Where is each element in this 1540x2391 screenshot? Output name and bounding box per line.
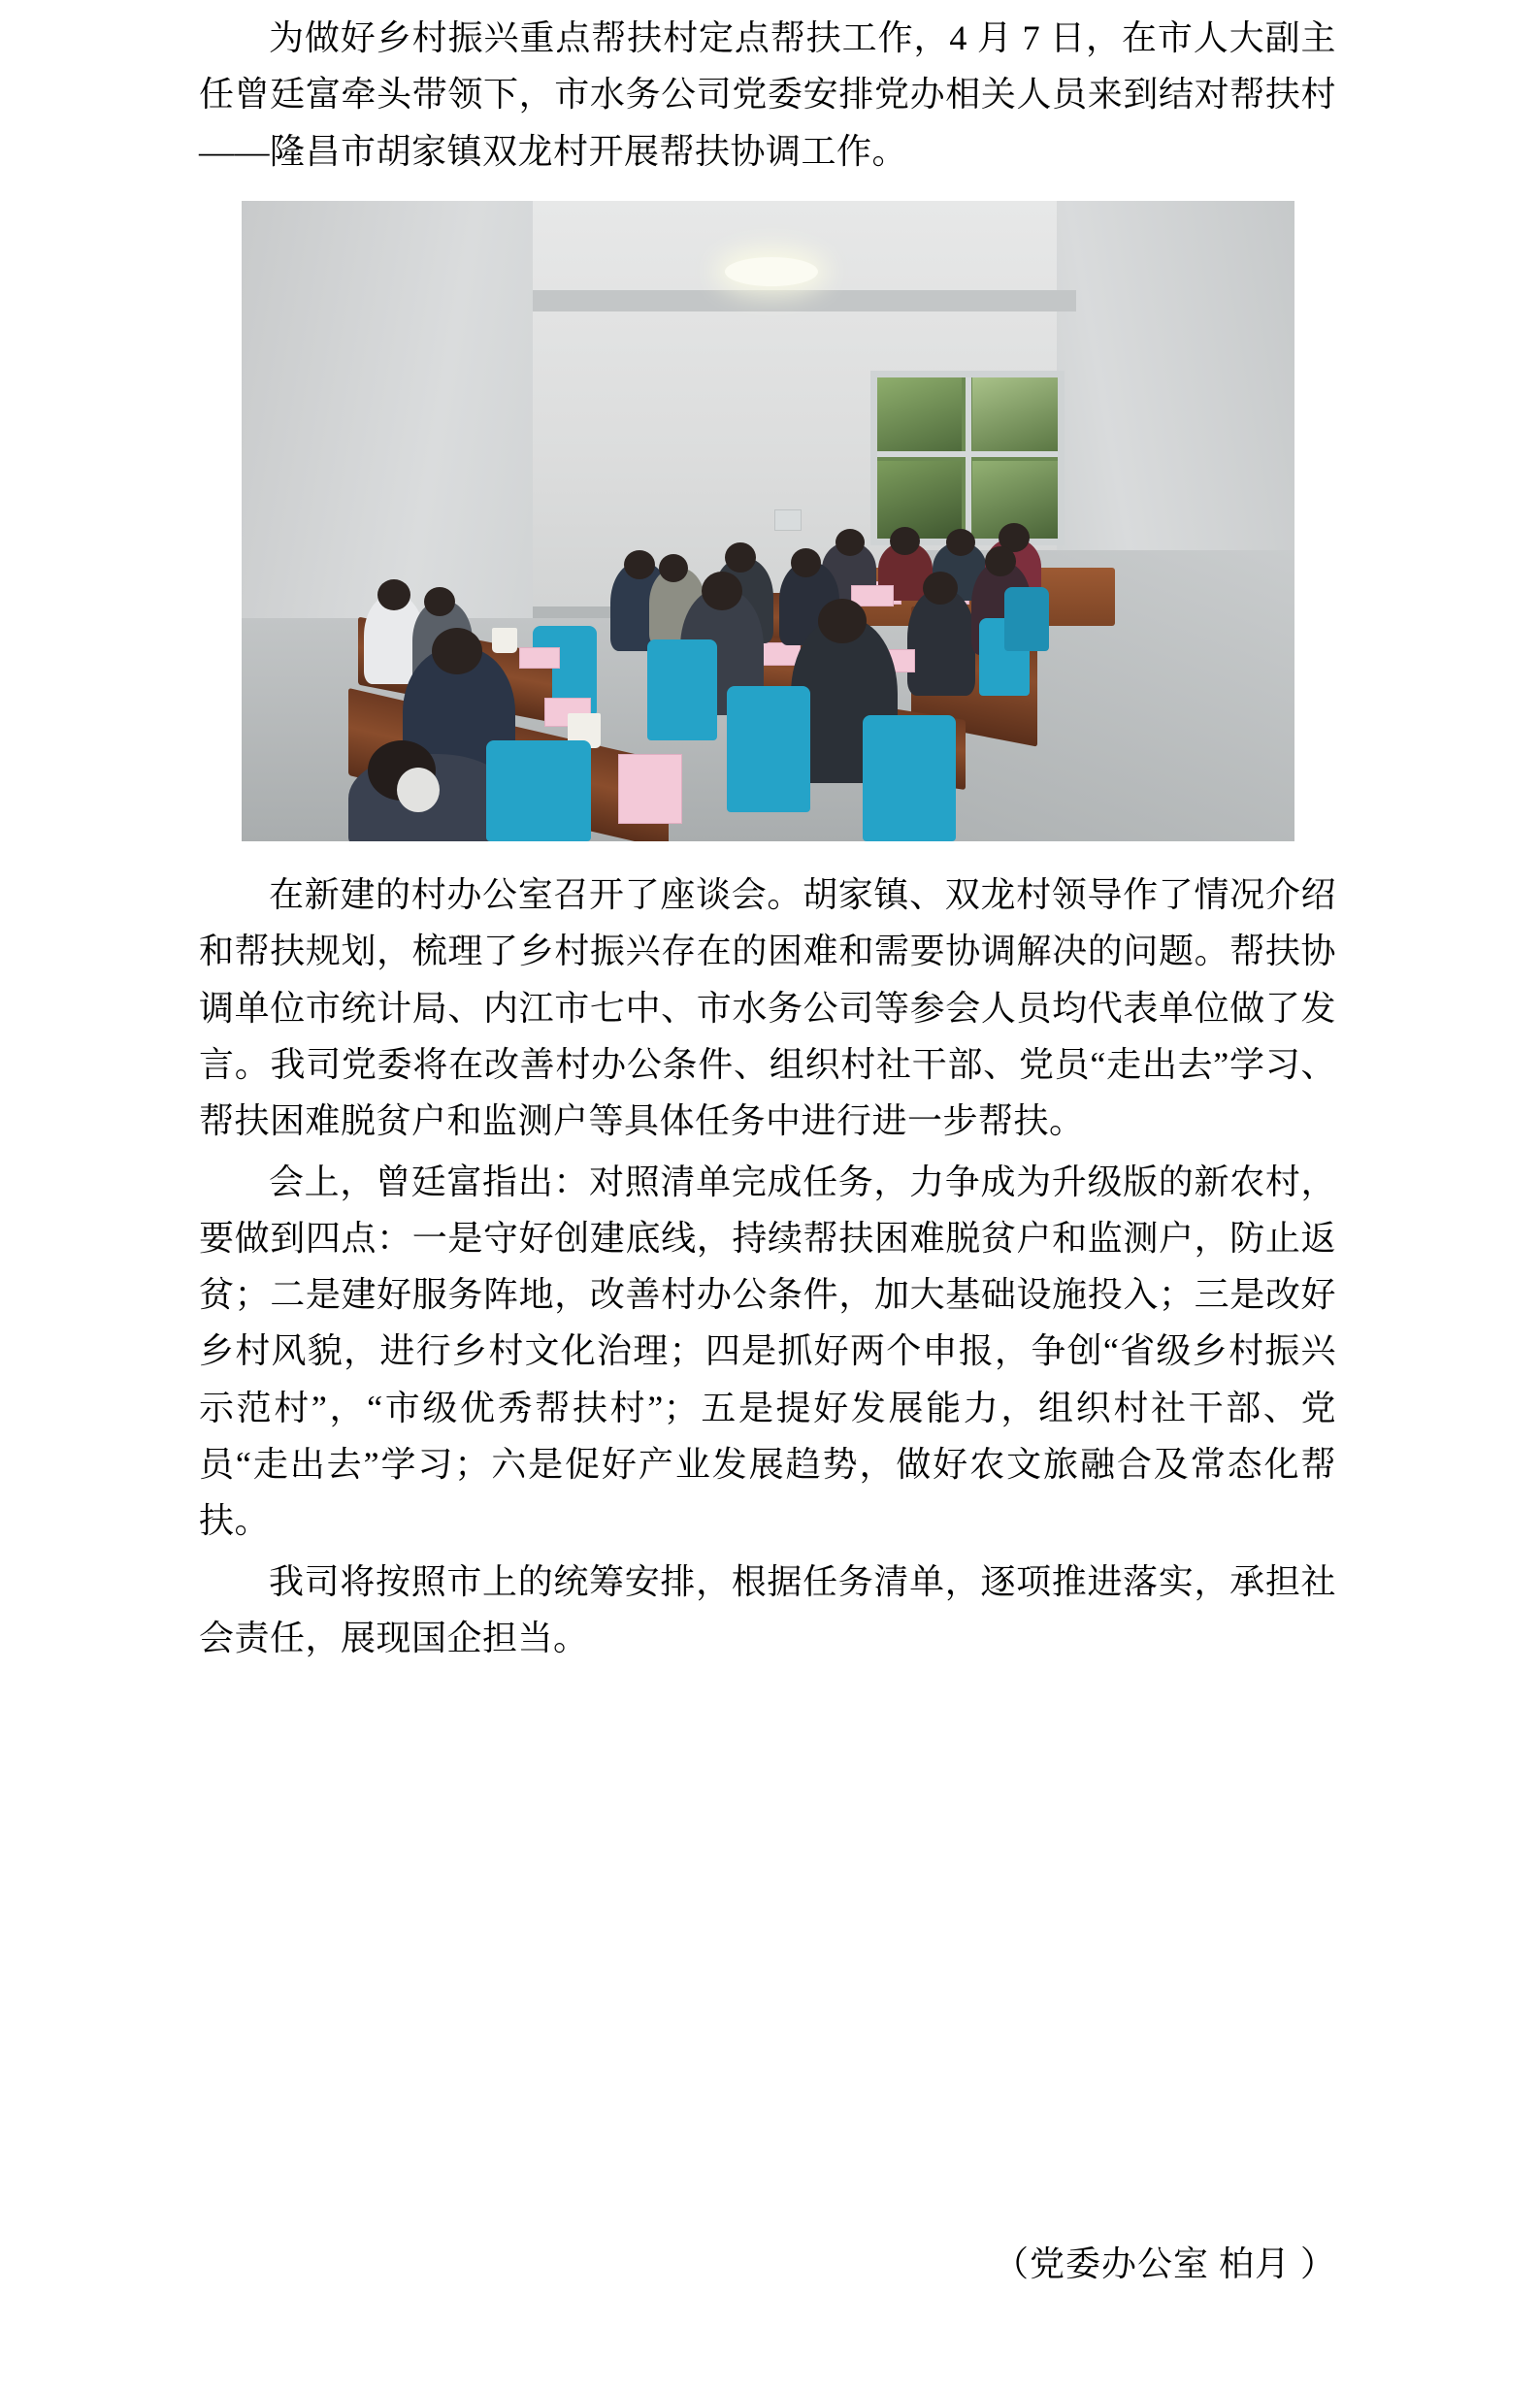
photo-person-head (818, 599, 867, 643)
photo-person-head (985, 546, 1016, 576)
photo-person-head (624, 550, 655, 579)
photo-person (907, 589, 975, 696)
paragraph-3: 会上，曾廷富指出：对照清单完成任务，力争成为升级版的新农村，要做到四点：一是守好创建底线，持续帮扶困难脱贫户和监测户，防止返贫；二是建好服务阵地，改善村办公条件，加大基础设施投入；三是改好乡村风貌，进行乡村文化治理；四是抓好两个申报，争创“省级乡村振兴示范村”，“市级优秀帮扶村”；五是提好发展能力，组织村社干部、党员“走出去”学习；六是促好产业发展趋势，做好农文旅融合及常态化帮扶。 (199, 1162, 1336, 1541)
photo-ceiling-beam (533, 290, 1076, 311)
photo-person-head (890, 527, 920, 555)
paragraph-2: 在新建的村办公室召开了座谈会。胡家镇、双龙村领导作了情况介绍和帮扶规划，梳理了乡村振兴存在的困难和需要协调解决的问题。帮扶协调单位市统计局、内江市七中、市水务公司等参会人员均代表单位做了发言。我司党委将在改善村办公条件、组织村社干部、党员“走出去”学习、帮扶困难脱贫户和监测户等具体任务中进行进一步帮扶。 (199, 874, 1336, 1141)
photo-cup (492, 628, 517, 653)
photo-window (870, 371, 1065, 545)
photo-person-head (946, 529, 975, 556)
photo-person-head (377, 579, 410, 610)
photo-person-head (836, 529, 865, 556)
photo-person-head (702, 572, 742, 610)
photo-person-head (725, 542, 756, 573)
photo-person-mask (397, 768, 440, 812)
photo-chair (486, 740, 591, 841)
photo-chair (647, 639, 717, 740)
signature-line: （党委办公室 柏月 ） (993, 2244, 1336, 2283)
photo-person-head (791, 548, 821, 577)
photo-chair (727, 686, 810, 812)
paragraph-4: 我司将按照市上的统筹安排，根据任务清单，逐项推进落实，承担社会责任，展现国企担当。 (199, 1561, 1336, 1657)
paragraph-1: 为做好乡村振兴重点帮扶村定点帮扶工作，4 月 7 日，在市人大副主任曾廷富牵头带领下，市水务公司党委安排党办相关人员来到结对帮扶村——隆昌市胡家镇双龙村开展帮扶协调工作。 (199, 18, 1336, 171)
photo-chair (1004, 587, 1049, 651)
photo-wall-left (242, 201, 562, 618)
photo-name-card (519, 647, 560, 669)
meeting-room-photo (242, 201, 1294, 841)
ceiling-lamp-icon (725, 257, 818, 286)
photo-person-head (923, 572, 958, 605)
photo-chair (863, 715, 956, 841)
photo-person-head (659, 554, 688, 582)
photo-name-card-front (618, 754, 682, 824)
document-body (199, 0, 1336, 1666)
photo-person-head (432, 628, 482, 674)
figure-meeting-photo (199, 201, 1336, 841)
wall-switch-icon (774, 509, 802, 531)
photo-person-head (424, 587, 455, 616)
